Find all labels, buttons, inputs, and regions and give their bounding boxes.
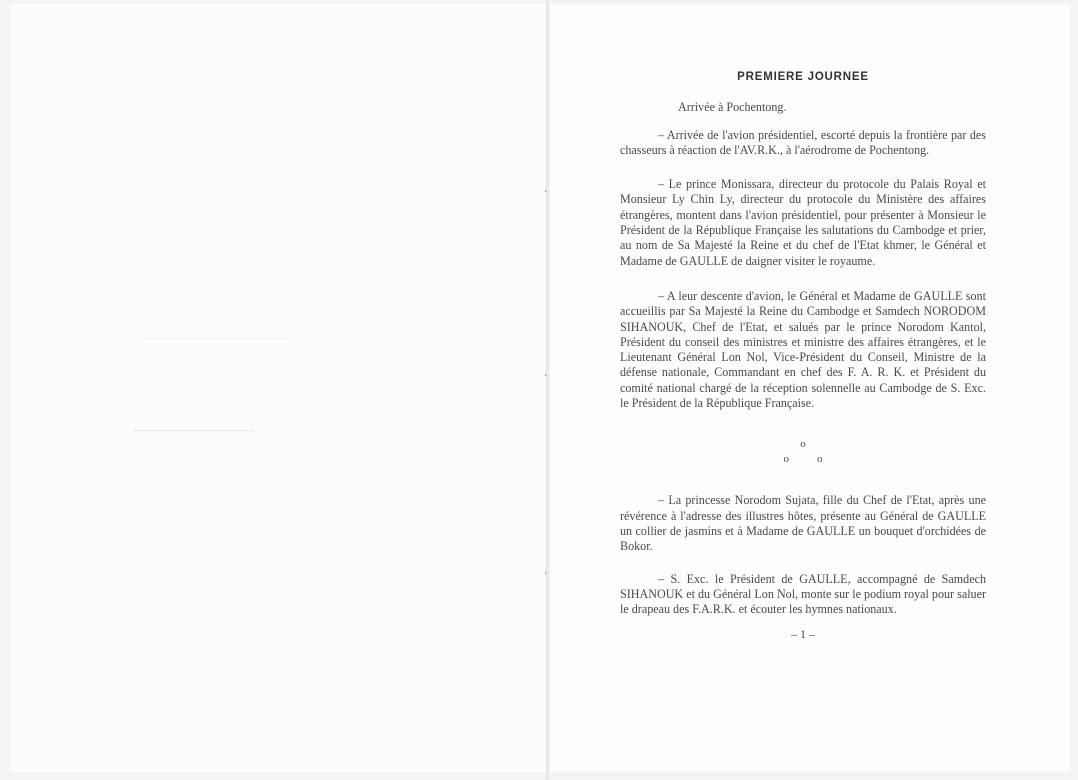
paragraph-protocol: – Le prince Monissara, directeur du protocole du Palais Royal et Monsieur Ly Chin Ly, directeur du protocole du Ministère des affaires étrangères, montent dans l'avion présidentiel, pour présenter à Monsieur le Président de la République Française les salutations du Cambodge et prier, au nom de Sa Majesté la Reine et du chef de l'Etat khmer, le Général et Madame de GAULLE de daigner visiter le royaume. — [620, 177, 986, 268]
paragraph-podium: – S. Exc. le Président de GAULLE, accompagné de Samdech SIHANOUK et du Général Lon Nol, monte sur le podium royal pour saluer le drapeau des F.A.R.K. et écouter les hymnes nationaux. — [620, 571, 986, 617]
page-content — [620, 70, 986, 643]
bleed-through-mark — [134, 430, 254, 432]
paragraph-welcome: – A leur descente d'avion, le Général et Madame de GAULLE sont accueillis par Sa Majesté la Reine du Cambodge et Samdech NORODOM SIHANOUK, Chef de l'Etat, et salués par le prince Norodom Kantol, Président du conseil des ministres et ministre des affaires étrangères, et le Lieutenant Général Lon Nol, Vice-Président du Conseil, Ministre de la défense nationale, Commandant en chef des F. A. R. K. et Président du comité national chargé de la réception solennelle au Cambodge de S. Exc. le Président de la République Française. — [620, 288, 986, 411]
ornament-top-dot: o — [800, 438, 806, 451]
section-subtitle: Arrivée à Pochentong. — [678, 100, 787, 115]
bleed-through-mark — [140, 338, 290, 340]
ornament-left-dot: o — [783, 453, 789, 466]
ornament-divider — [620, 437, 986, 467]
paragraph-arrival: – Arrivée de l'avion présidentiel, escorté depuis la frontière par des chasseurs à réaction de l'AV.R.K., à l'aérodrome de Pochentong. — [620, 127, 986, 157]
page-title: PREMIERE JOURNEE — [737, 71, 869, 83]
page-number: – 1 – — [791, 627, 815, 642]
ornament-right-dot: o — [817, 453, 823, 466]
left-page-blank — [10, 4, 546, 772]
paragraph-princess: – La princesse Norodom Sujata, fille du Chef de l'Etat, après une révérence à l'adresse des illustres hôtes, présente au Général de GAULLE un collier de jasmins et à Madame de GAULLE un bouquet d'orchidées de Bokor. — [620, 493, 986, 554]
